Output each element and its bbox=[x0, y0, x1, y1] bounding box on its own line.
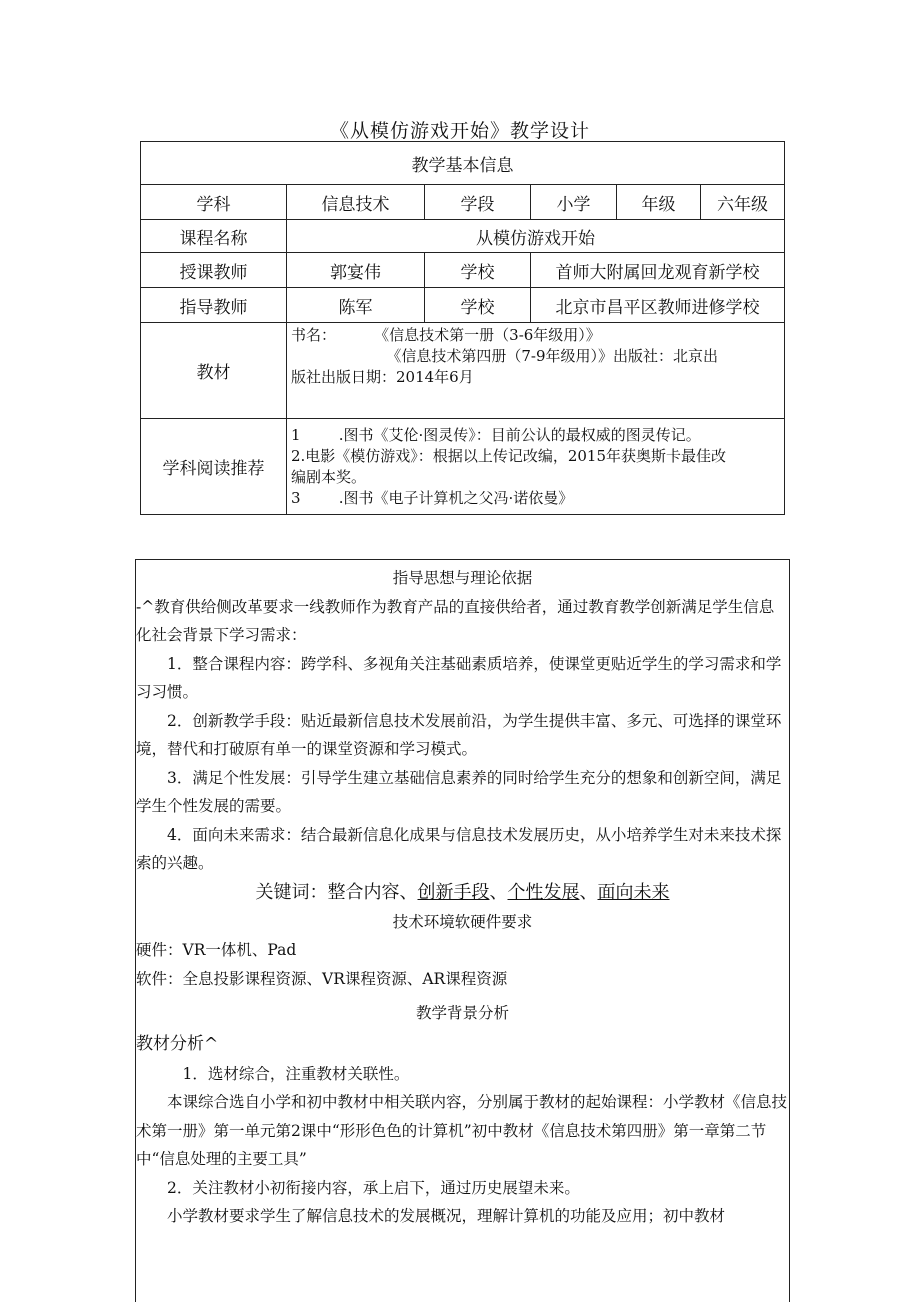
reading-label: 学科阅读推荐 bbox=[141, 419, 287, 515]
advisor-school-label: 学校 bbox=[425, 288, 531, 323]
guide-point: 1．整合课程内容：跨学科、多视角关注基础素质培养，使课堂更贴近学生的学习需求和学习习惯。 bbox=[136, 654, 782, 701]
subject-value: 信息技术 bbox=[287, 185, 425, 220]
grade-label: 年级 bbox=[617, 185, 701, 220]
keyword: 个性发展 bbox=[507, 881, 580, 903]
reading-item: 编剧本奖。 bbox=[291, 468, 367, 486]
keyword-sep: 、 bbox=[399, 881, 418, 903]
keyword: 整合内容 bbox=[327, 881, 400, 903]
school-value: 首师大附属回龙观育新学校 bbox=[531, 253, 785, 288]
keywords-line bbox=[136, 878, 789, 908]
background-para: 1．选材综合，注重教材关联性。 bbox=[182, 1064, 410, 1083]
grade-value: 六年级 bbox=[701, 185, 785, 220]
keyword-sep: 、 bbox=[579, 881, 598, 903]
advisor-value: 陈军 bbox=[287, 288, 425, 323]
textbook-line: 版社出版日期：2014年6月 bbox=[291, 368, 474, 386]
textbook-info bbox=[287, 323, 785, 419]
textbook-line: 书名： 《信息技术第一册（3-6年级用）》 bbox=[291, 326, 601, 344]
document-title: 《从模仿游戏开始》教学设计 bbox=[329, 120, 590, 142]
advisor-school-value: 北京市昌平区教师进修学校 bbox=[531, 288, 785, 323]
basic-info-table bbox=[140, 141, 785, 515]
reading-item: 2.电影《模仿游戏》：根据以上传记改编，2015年获奥斯卡最佳改 bbox=[291, 447, 726, 465]
reading-item: 1 .图书《艾伦·图灵传》：目前公认的最权威的图灵传记。 bbox=[291, 426, 701, 444]
textbook-label: 教材 bbox=[141, 323, 287, 419]
reading-item: 3 .图书《电子计算机之父冯·诺依曼》 bbox=[291, 489, 574, 507]
hardware-line: 硬件：VR一体机、Pad bbox=[136, 941, 297, 959]
advisor-label: 指导教师 bbox=[141, 288, 287, 323]
software-line: 软件：全息投影课程资源、VR课程资源、AR课程资源 bbox=[136, 969, 508, 988]
subject-label: 学科 bbox=[141, 185, 287, 220]
background-para: 2．关注教材小初衔接内容，承上启下，通过历史展望未来。 bbox=[167, 1178, 580, 1197]
guide-intro: -^教育供给侧改革要求一线教师作为教育产品的直接供给者，通过教育教学创新满足学生信息化社会背景下学习需求： bbox=[136, 597, 775, 644]
guide-point: 3．满足个性发展：引导学生建立基础信息素养的同时给学生充分的想象和创新空间，满足学生个性发展的需要。 bbox=[136, 768, 782, 815]
background-header: 教学背景分析 bbox=[415, 1004, 509, 1022]
course-value: 从模仿游戏开始 bbox=[287, 220, 785, 253]
textbook-line: 《信息技术第四册（7-9年级用）》出版社：北京出 bbox=[291, 347, 719, 365]
guide-header: 指导思想与理论依据 bbox=[392, 569, 533, 587]
teacher-value: 郭宴伟 bbox=[287, 253, 425, 288]
env-header: 技术环境软硬件要求 bbox=[392, 912, 533, 931]
background-para: 小学教材要求学生了解信息技术的发展概况，理解计算机的功能及应用；初中教材 bbox=[167, 1207, 726, 1225]
stage-label: 学段 bbox=[425, 185, 531, 220]
reading-list bbox=[287, 419, 785, 515]
keywords-label: 关键词： bbox=[255, 881, 328, 903]
background-para: 本课综合选自小学和初中教材中相关联内容，分别属于教材的起始课程：小学教材《信息技术第一册》第一单元第2课中“形形色色的计算机”初中教材《信息技术第四册》第一章第二节中“信息处理的主要工具” bbox=[136, 1093, 788, 1168]
guide-point: 2．创新教学手段：贴近最新信息技术发展前沿，为学生提供丰富、多元、可选择的课堂环境，替代和打破原有单一的课堂资源和学习模式。 bbox=[136, 711, 782, 758]
keyword-sep: 、 bbox=[489, 881, 508, 903]
teacher-label: 授课教师 bbox=[141, 253, 287, 288]
basic-info-header: 教学基本信息 bbox=[141, 142, 785, 185]
guide-point: 4．面向未来需求：结合最新信息化成果与信息技术发展历史，从小培养学生对未来技术探索的兴趣。 bbox=[136, 825, 782, 872]
keyword: 创新手段 bbox=[417, 881, 490, 903]
school-label: 学校 bbox=[425, 253, 531, 288]
background-subheader: 教材分析^ bbox=[136, 1033, 219, 1054]
stage-value: 小学 bbox=[531, 185, 617, 220]
course-label: 课程名称 bbox=[141, 220, 287, 253]
keyword: 面向未来 bbox=[597, 881, 670, 903]
guide-section bbox=[135, 559, 790, 1302]
